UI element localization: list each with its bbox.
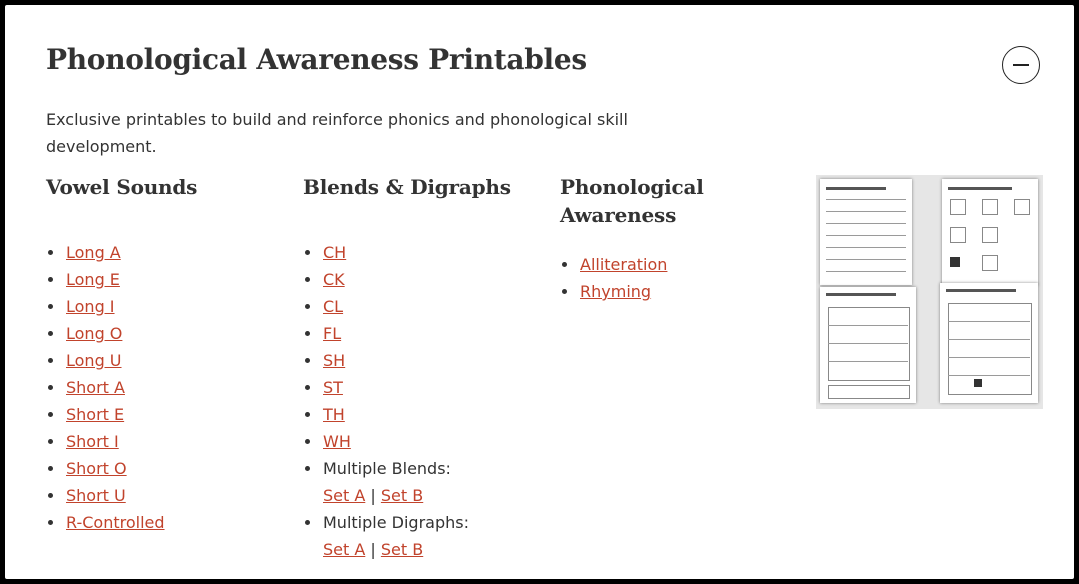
worksheet-page <box>820 179 912 285</box>
list-item <box>46 374 197 401</box>
link-r-controlled[interactable]: R-Controlled <box>66 513 165 532</box>
link-long-e[interactable]: Long E <box>66 270 120 289</box>
list-item <box>560 251 730 278</box>
list-item <box>46 428 197 455</box>
multiple-blends-label: Multiple Blends: <box>323 459 451 478</box>
link-short-o[interactable]: Short O <box>66 459 127 478</box>
link-ch[interactable]: CH <box>323 243 347 262</box>
link-long-i[interactable]: Long I <box>66 297 115 316</box>
list-item <box>303 266 511 293</box>
link-long-u[interactable]: Long U <box>66 351 122 370</box>
vowel-sounds-column <box>46 173 197 536</box>
worksheet-page <box>820 287 916 403</box>
list-item <box>46 509 197 536</box>
separator: | <box>370 486 376 505</box>
list-item <box>303 374 511 401</box>
link-blends-set-a[interactable]: Set A <box>323 486 366 505</box>
intro-text: Exclusive printables to build and reinforce phonics and phonological skill development. <box>46 110 628 156</box>
link-rhyming[interactable]: Rhyming <box>580 282 652 301</box>
list-item <box>303 293 511 320</box>
section-title: Phonological Awareness Printables <box>46 43 587 76</box>
phonological-heading: Phonological Awareness <box>560 175 704 227</box>
list-item <box>303 401 511 428</box>
list-item <box>303 320 511 347</box>
printables-panel <box>5 5 1074 579</box>
link-short-a[interactable]: Short A <box>66 378 125 397</box>
link-long-o[interactable]: Long O <box>66 324 123 343</box>
multiple-digraphs-label: Multiple Digraphs: <box>323 513 469 532</box>
link-wh[interactable]: WH <box>323 432 351 451</box>
blends-digraphs-heading: Blends & Digraphs <box>303 175 511 199</box>
link-sh[interactable]: SH <box>323 351 346 370</box>
phonological-column <box>560 173 730 305</box>
list-item <box>46 455 197 482</box>
link-digraphs-set-a[interactable]: Set A <box>323 540 366 559</box>
link-th[interactable]: TH <box>323 405 345 424</box>
list-item <box>303 428 511 455</box>
list-item <box>46 401 197 428</box>
blends-digraphs-list <box>303 239 511 563</box>
list-item <box>46 239 197 266</box>
link-ck[interactable]: CK <box>323 270 345 289</box>
link-short-i[interactable]: Short I <box>66 432 119 451</box>
worksheet-preview-image <box>816 175 1043 409</box>
link-long-a[interactable]: Long A <box>66 243 121 262</box>
list-item <box>46 347 197 374</box>
link-blends-set-b[interactable]: Set B <box>380 486 424 505</box>
vowel-sounds-list <box>46 239 197 536</box>
list-item <box>303 455 511 509</box>
link-digraphs-set-b[interactable]: Set B <box>380 540 424 559</box>
minus-icon <box>1013 64 1029 66</box>
list-item <box>46 293 197 320</box>
separator: | <box>370 540 376 559</box>
link-cl[interactable]: CL <box>323 297 344 316</box>
list-item <box>46 320 197 347</box>
multiple-blends-sets <box>323 482 511 509</box>
vowel-sounds-heading: Vowel Sounds <box>46 175 198 199</box>
list-item <box>303 239 511 266</box>
list-item <box>303 347 511 374</box>
link-short-u[interactable]: Short U <box>66 486 126 505</box>
worksheet-page <box>940 283 1038 403</box>
link-alliteration[interactable]: Alliteration <box>580 255 668 274</box>
blends-digraphs-column <box>303 173 511 563</box>
phonological-list <box>560 251 730 305</box>
list-item <box>46 482 197 509</box>
multiple-digraphs-sets <box>323 536 511 563</box>
link-fl[interactable]: FL <box>323 324 342 343</box>
worksheet-page <box>942 179 1038 285</box>
link-st[interactable]: ST <box>323 378 343 397</box>
list-item <box>46 266 197 293</box>
collapse-toggle-button[interactable] <box>1002 46 1040 84</box>
list-item <box>560 278 730 305</box>
list-item <box>303 509 511 563</box>
link-short-e[interactable]: Short E <box>66 405 125 424</box>
